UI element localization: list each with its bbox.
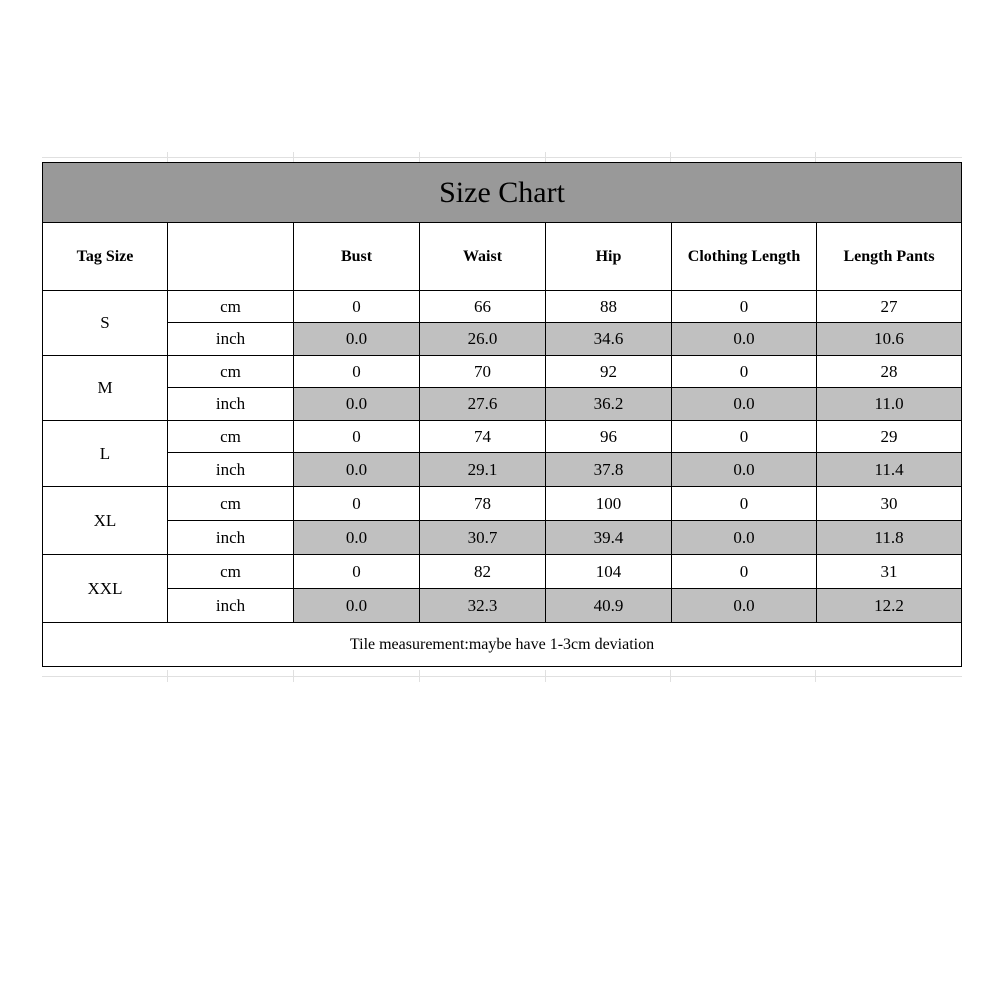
sheet-gridline	[42, 676, 962, 677]
size-tag: L	[43, 421, 168, 487]
sheet-gridline	[419, 670, 420, 682]
size-chart-table	[42, 162, 962, 667]
header-hip: Hip	[546, 223, 672, 291]
cell-length-pants: 11.8	[817, 521, 962, 555]
sheet-gridline	[545, 670, 546, 682]
cell-length-pants: 27	[817, 291, 962, 323]
cell-clothing-length: 0.0	[672, 521, 817, 555]
cell-bust: 0.0	[294, 589, 420, 623]
cell-hip: 40.9	[546, 589, 672, 623]
unit-label: cm	[168, 555, 294, 589]
cell-waist: 82	[420, 555, 546, 589]
cell-bust: 0.0	[294, 388, 420, 421]
unit-label: cm	[168, 487, 294, 521]
table-row	[43, 388, 962, 421]
cell-bust: 0	[294, 291, 420, 323]
sheet-gridline	[670, 670, 671, 682]
cell-length-pants: 29	[817, 421, 962, 453]
cell-waist: 29.1	[420, 453, 546, 487]
cell-clothing-length: 0.0	[672, 589, 817, 623]
cell-length-pants: 10.6	[817, 323, 962, 356]
cell-waist: 74	[420, 421, 546, 453]
cell-hip: 96	[546, 421, 672, 453]
header-tag-size: Tag Size	[43, 223, 168, 291]
cell-bust: 0	[294, 487, 420, 521]
size-tag: S	[43, 291, 168, 356]
cell-length-pants: 30	[817, 487, 962, 521]
cell-bust: 0.0	[294, 323, 420, 356]
sheet-gridline	[670, 152, 671, 162]
measurement-note: Tile measurement:maybe have 1-3cm deviation	[43, 623, 962, 667]
cell-clothing-length: 0	[672, 555, 817, 589]
cell-hip: 92	[546, 356, 672, 388]
size-tag: XL	[43, 487, 168, 555]
table-row	[43, 555, 962, 589]
table-row	[43, 521, 962, 555]
cell-bust: 0	[294, 356, 420, 388]
header-length-pants: Length Pants	[817, 223, 962, 291]
sheet-gridline	[293, 152, 294, 162]
cell-hip: 39.4	[546, 521, 672, 555]
table-row	[43, 421, 962, 453]
header-waist: Waist	[420, 223, 546, 291]
unit-label: inch	[168, 521, 294, 555]
sheet-gridline	[545, 152, 546, 162]
cell-clothing-length: 0	[672, 487, 817, 521]
cell-clothing-length: 0	[672, 356, 817, 388]
cell-length-pants: 28	[817, 356, 962, 388]
table-row	[43, 453, 962, 487]
sheet-gridline	[419, 152, 420, 162]
cell-clothing-length: 0.0	[672, 388, 817, 421]
cell-waist: 78	[420, 487, 546, 521]
table-row	[43, 589, 962, 623]
cell-waist: 66	[420, 291, 546, 323]
table-row	[43, 291, 962, 323]
size-tag: M	[43, 356, 168, 421]
unit-label: cm	[168, 291, 294, 323]
cell-bust: 0.0	[294, 453, 420, 487]
table-title: Size Chart	[43, 163, 962, 223]
header-clothing-length: Clothing Length	[672, 223, 817, 291]
cell-waist: 70	[420, 356, 546, 388]
size-tag: XXL	[43, 555, 168, 623]
cell-length-pants: 11.4	[817, 453, 962, 487]
cell-hip: 34.6	[546, 323, 672, 356]
header-bust: Bust	[294, 223, 420, 291]
cell-hip: 100	[546, 487, 672, 521]
cell-waist: 27.6	[420, 388, 546, 421]
sheet-gridline	[42, 157, 962, 158]
unit-label: inch	[168, 388, 294, 421]
cell-waist: 26.0	[420, 323, 546, 356]
cell-clothing-length: 0.0	[672, 323, 817, 356]
header-unit	[168, 223, 294, 291]
cell-length-pants: 31	[817, 555, 962, 589]
table-row	[43, 323, 962, 356]
table-row	[43, 487, 962, 521]
cell-clothing-length: 0	[672, 421, 817, 453]
unit-label: inch	[168, 323, 294, 356]
cell-bust: 0	[294, 421, 420, 453]
cell-clothing-length: 0	[672, 291, 817, 323]
sheet-gridline	[167, 152, 168, 162]
cell-hip: 88	[546, 291, 672, 323]
cell-bust: 0.0	[294, 521, 420, 555]
unit-label: cm	[168, 356, 294, 388]
cell-waist: 30.7	[420, 521, 546, 555]
unit-label: inch	[168, 453, 294, 487]
cell-clothing-length: 0.0	[672, 453, 817, 487]
sheet-gridline	[167, 670, 168, 682]
cell-waist: 32.3	[420, 589, 546, 623]
unit-label: inch	[168, 589, 294, 623]
cell-length-pants: 12.2	[817, 589, 962, 623]
cell-bust: 0	[294, 555, 420, 589]
sheet-gridline	[815, 152, 816, 162]
sheet-gridline	[293, 670, 294, 682]
cell-hip: 104	[546, 555, 672, 589]
cell-length-pants: 11.0	[817, 388, 962, 421]
cell-hip: 36.2	[546, 388, 672, 421]
unit-label: cm	[168, 421, 294, 453]
cell-hip: 37.8	[546, 453, 672, 487]
table-row	[43, 356, 962, 388]
sheet-gridline	[815, 670, 816, 682]
